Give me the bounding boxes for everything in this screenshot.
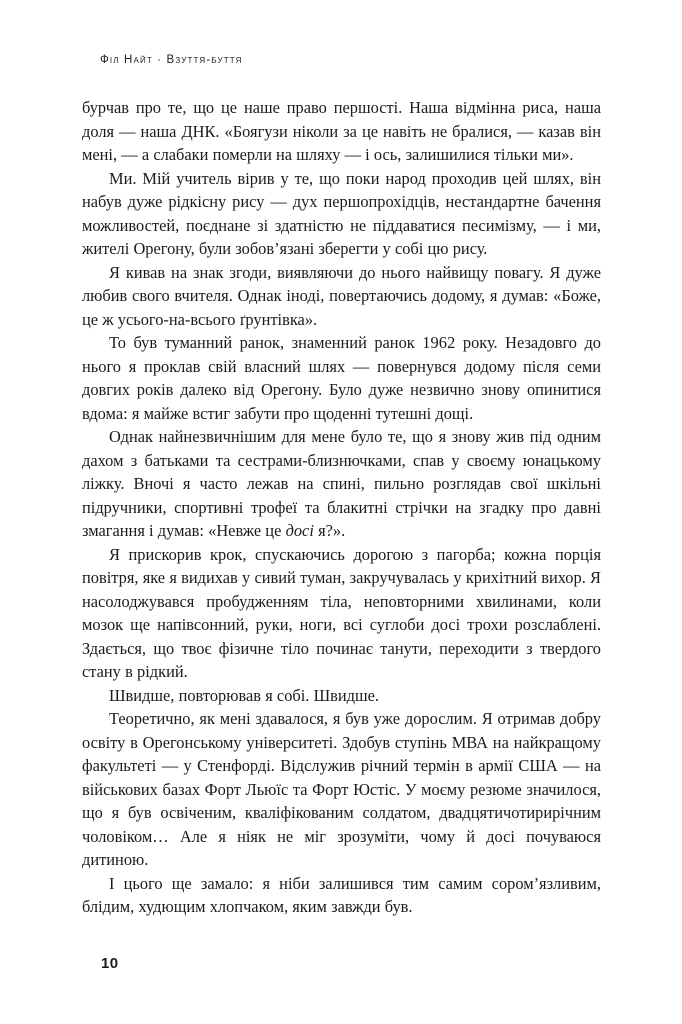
paragraph-2: Ми. Мій учитель вірив у те, що поки народ проходив цей шлях, він набув дуже рідкісну рису — дух першопрохідців, нестандартне бачення можливостей, поєднане зі здатністю не піддаватися песимізму, — і ми, жителі Орегону, були зобов’язані зберегти у собі цю рису. bbox=[82, 168, 601, 258]
paragraph-8: Теоретично, як мені здавалося, я був уже дорослим. Я отримав добру освіту в Орегонському університеті. Здобув ступінь МВА на найкращому факультеті — у Стенфорді. Відслужив річний термін в армії США — на військових базах Форт Льюїс та Форт Юстіс. У моєму резюме значилося, що я був освіченим, кваліфікованим солдатом, двадцятичотирирічним чоловіком… Але я ніяк не міг зрозуміти, чому й досі почуваюся дитиною. bbox=[82, 709, 601, 869]
paragraph-5-text-after: я?». bbox=[313, 521, 346, 540]
paragraph-5-emphasis: досі bbox=[285, 521, 314, 540]
paragraph-4-text-after: року. Незадовго до нього я проклав свій власний шлях — повернувся додому після семи довгих років далеко від Орегону. Було дуже незвично знову опинитися вдома: я майже встиг забути про щоденні тутешні дощі. bbox=[82, 333, 602, 423]
paragraph-4-year: 1962 bbox=[422, 333, 456, 352]
body-text-block bbox=[82, 96, 601, 919]
paragraph-3: Я кивав на знак згоди, виявляючи до нього найвищу повагу. Я дуже любив свого вчителя. Однак іноді, повертаючись додому, я думав: «Боже, це ж усього-на-всього ґрунтівка». bbox=[82, 262, 601, 329]
paragraph-4 bbox=[82, 331, 601, 425]
page-number: 10 bbox=[101, 955, 119, 972]
running-head bbox=[100, 52, 600, 68]
paragraph-6: Я прискорив крок, спускаючись дорогою з пагорба; кожна порція повітря, яке я видихав у сивий туман, закручувалась у крихітний вихор. Я насолоджувався пробудженням тіла, неповторними хвилинами, коли мозок ще напівсонний, руки, ноги, всі суглоби досі трохи розслаблені. Здається, що твоє фізичне тіло починає танути, переходити з твердого стану в рідкий. bbox=[82, 544, 601, 681]
paragraph-1: бурчав про те, що це наше право першості. Наша відмінна риса, наша доля — наша ДНК. «Боягузи ніколи за це навіть не бралися, — казав він мені, — а слабаки померли на шляху — і ось, залишилися тільки ми». bbox=[82, 98, 601, 164]
paragraph-5 bbox=[82, 425, 601, 543]
paragraph-7: Швидше, повторював я собі. Швидше. bbox=[109, 685, 379, 705]
paragraph-5-text-before: Однак найнезвичнішим для мене було те, що я знову жив під одним дахом з батьками та сестрами-близнючками, спав у своєму юнацькому ліжку. Вночі я часто лежав на спині, пильно розглядав свої шкільні підручники, спортивні трофеї та блакитні стрічки на згадку про давні змагання і думав: «Невже це bbox=[82, 427, 601, 540]
paragraph-9: І цього ще замало: я ніби залишився тим самим сором’язливим, блідим, худющим хлопчаком, яким завжди був. bbox=[82, 873, 601, 916]
running-head-text: Філ Найт · Взуття-буття bbox=[100, 54, 243, 66]
paragraph-4-text-before: То був туманний ранок, знаменний ранок bbox=[109, 333, 423, 352]
